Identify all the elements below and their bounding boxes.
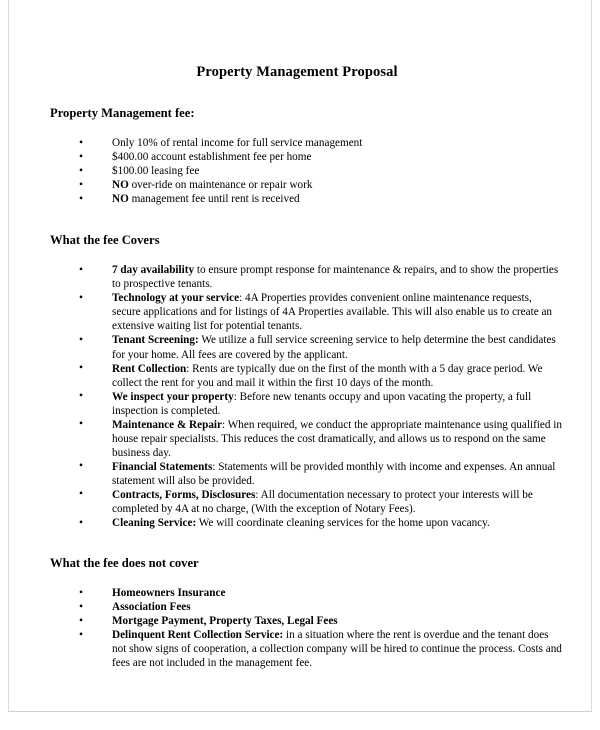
covers-list: [50, 248, 562, 530]
list-item-text: : All documentation necessary to protect your interests will be completed by 4A at no charge, (With the exception of Notary Fees).: [112, 488, 533, 516]
list-item-lead: Tenant Screening:: [112, 334, 199, 347]
list-item: [50, 600, 562, 614]
list-item-text: : Rents are typically due on the first of the month with a 5 day grace period. We collect the rent for you and mail it within the first 10 days of the month.: [112, 362, 543, 389]
section-heading-fee: [50, 80, 562, 121]
list-item-text: to ensure prompt response for maintenance & repairs, and to show the properties to prospective tenants.: [112, 264, 559, 291]
list-item-lead: Homeowners Insurance: [112, 587, 226, 600]
page-title: Property Management Proposal: [196, 64, 398, 80]
list-item: [50, 291, 562, 333]
list-item: [50, 192, 562, 206]
list-item: [50, 586, 562, 600]
list-item: [50, 178, 562, 192]
list-item: [50, 362, 562, 390]
list-item-lead: Maintenance & Repair: [112, 418, 222, 431]
list-item-text: We utilize a full service screening service to help determine the best candidates for your home. All fees are covered by the applicant.: [112, 334, 556, 361]
list-item-lead: Cleaning Service:: [112, 517, 197, 530]
list-item-lead: We inspect your property: [112, 390, 234, 403]
list-item-lead: Rent Collection: [112, 362, 187, 375]
list-item: [50, 488, 562, 516]
list-item-text: : When required, we conduct the appropriate maintenance using qualified in house repair specialists. This reduces the cost dramatically, and allows us to respond on the same business day.: [112, 418, 562, 459]
list-item-lead: NO: [112, 193, 129, 206]
list-item-text: over-ride on maintenance or repair work: [128, 179, 313, 192]
list-item-text: Only 10% of rental income for full service management: [112, 137, 363, 149]
list-item-lead: Financial Statements: [112, 460, 213, 473]
list-item-lead: Technology at your service: [112, 292, 240, 305]
document-page: [8, 0, 592, 712]
section-heading-covers: [50, 206, 562, 248]
not-cover-list: [50, 571, 562, 670]
section-heading-not-cover: [50, 530, 562, 571]
section-heading-covers-label: What the fee Covers: [50, 233, 160, 248]
list-item-text: $100.00 leasing fee: [112, 165, 200, 178]
section-heading-fee-label: Property Management fee: [50, 106, 191, 120]
section-heading-fee-colon: :: [190, 106, 195, 120]
list-item: [50, 418, 562, 460]
list-item-lead: Association Fees: [112, 601, 191, 614]
section-heading-not-cover-label: What the fee does not cover: [50, 556, 199, 571]
list-item-text: We will coordinate cleaning services for the home upon vacancy.: [196, 517, 490, 530]
list-item: [50, 164, 562, 178]
fee-list: [50, 121, 562, 206]
document-content: [50, 0, 562, 670]
list-item-text: $400.00 account establishment fee per home: [112, 151, 312, 164]
list-item-lead: 7 day availability: [112, 264, 195, 277]
list-item: [50, 150, 562, 164]
list-item-lead: Contracts, Forms, Disclosures: [112, 488, 256, 501]
list-item: [50, 390, 562, 418]
list-item-lead: Mortgage Payment, Property Taxes, Legal Fees: [112, 615, 338, 628]
list-item-text: : 4A Properties provides convenient online maintenance requests, secure applications and for listings of 4A Properties available. This will also enable us to create an extensive waiting list for potential tenants.: [112, 292, 553, 333]
list-item: [50, 628, 562, 670]
list-item-lead: NO: [112, 179, 129, 192]
list-item: [50, 263, 562, 291]
list-item-text: management fee until rent is received: [128, 193, 300, 206]
list-item-text: in a situation where the rent is overdue and the tenant does not show signs of cooperation, a collection company will be hired to continue the process. Costs and fees are not included in the management fee.: [112, 629, 562, 670]
list-item-lead: Delinquent Rent Collection Service:: [112, 629, 284, 642]
list-item: [50, 460, 562, 488]
list-item: [50, 333, 562, 361]
list-item-text: : Before new tenants occupy and upon vacating the property, a full inspection is completed.: [112, 390, 532, 417]
list-item-text: : Statements will be provided monthly with income and expenses. An annual statement will also be provided.: [112, 460, 556, 487]
list-item: [50, 516, 562, 530]
list-item: [50, 614, 562, 628]
list-item: [50, 136, 562, 150]
